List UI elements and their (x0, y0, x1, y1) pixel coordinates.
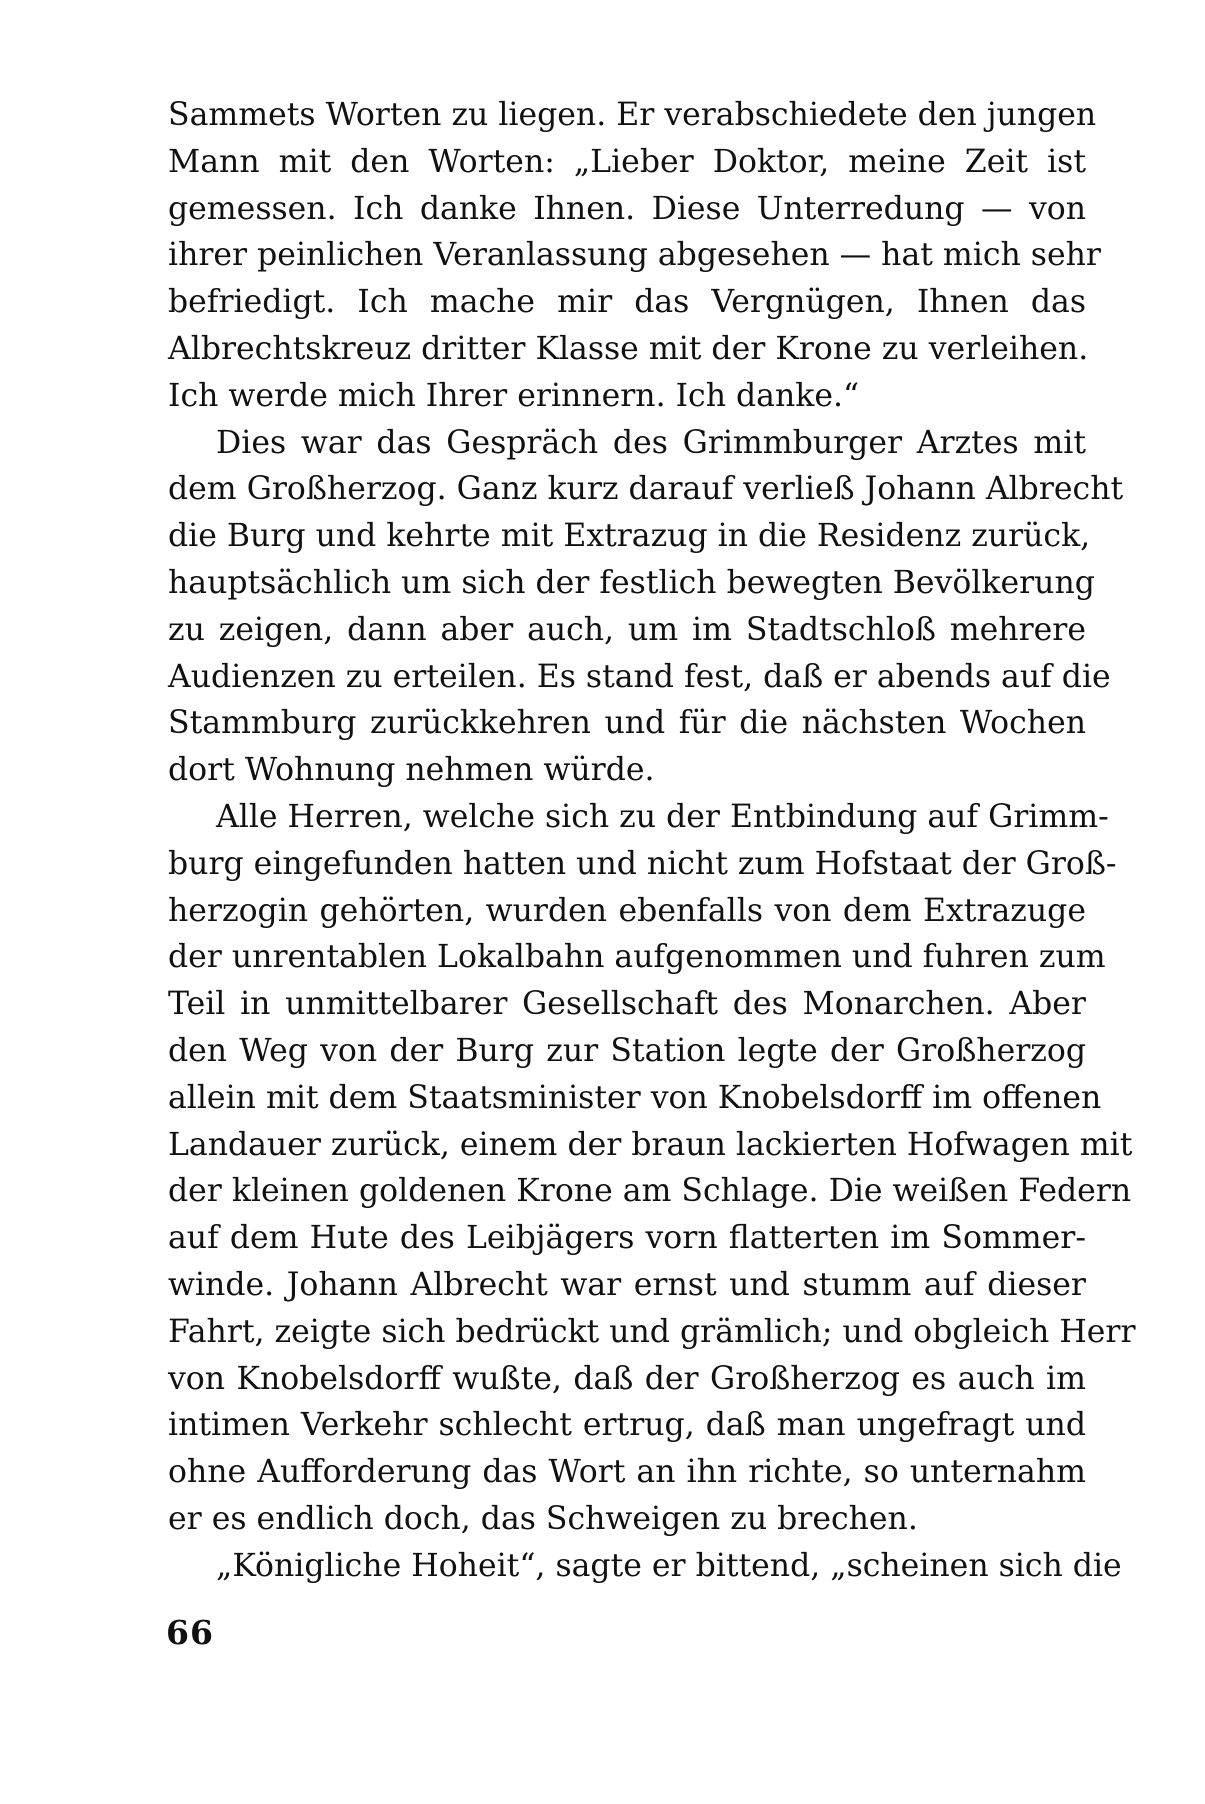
text-line: Ich werde mich Ihrer erinnern. Ich danke.“ (168, 377, 860, 414)
text-line: Alle Herren, welche sich zu der Entbindung auf Grimm- (216, 798, 1109, 835)
text-line: befriedigt. Ich mache mir das Vergnügen, Ihnen das (168, 284, 1086, 321)
text-line: Landauer zurück, einem der braun lackierten Hofwagen mit (168, 1126, 1133, 1163)
page-number: 66 (166, 1613, 214, 1652)
text-line: burg eingefunden hatten und nicht zum Hofstaat der Groß- (168, 845, 1117, 882)
text-line: der unrentablen Lokalbahn aufgenommen und fuhren zum (168, 939, 1106, 976)
text-line: dort Wohnung nehmen würde. (168, 752, 655, 789)
text-line: Albrechtskreuz dritter Klasse mit der Krone zu verleihen. (168, 330, 1089, 367)
text-line: „Königliche Hoheit“, sagte er bittend, „scheinen sich die (216, 1547, 1122, 1584)
text-line: den Weg von der Burg zur Station legte der Großherzog (168, 1032, 1086, 1069)
text-line: ohne Aufforderung das Wort an ihn richte, so unternahm (168, 1454, 1086, 1491)
text-line: herzogin gehörten, wurden ebenfalls von dem Extrazuge (168, 892, 1086, 929)
text-line: intimen Verkehr schlecht ertrug, daß man ungefragt und (168, 1407, 1086, 1444)
text-line: er es endlich doch, das Schweigen zu brechen. (168, 1500, 918, 1537)
text-line: von Knobelsdorff wußte, daß der Großherzog es auch im (168, 1360, 1086, 1397)
text-line: Fahrt, zeigte sich bedrückt und grämlich; und obgleich Herr (168, 1313, 1136, 1350)
text-line: Stammburg zurückkehren und für die nächsten Wochen (168, 705, 1086, 742)
paragraph-4 (168, 1543, 1122, 1590)
text-line: auf dem Hute des Leibjägers vorn flatterten im Sommer- (168, 1220, 1086, 1257)
text-line: Mann mit den Worten: „Lieber Doktor, meine Zeit ist (168, 143, 1086, 180)
paragraph-3 (168, 794, 1136, 1543)
text-line: dem Großherzog. Ganz kurz darauf verließ Johann Albrecht (168, 471, 1124, 508)
paragraph-1 (168, 92, 1101, 420)
text-line: ihrer peinlichen Veranlassung abgesehen — hat mich sehr (168, 237, 1101, 274)
text-line: allein mit dem Staatsminister von Knobelsdorff im offenen (168, 1079, 1102, 1116)
text-line: winde. Johann Albrecht war ernst und stumm auf dieser (168, 1266, 1086, 1303)
body-text (168, 92, 1136, 1590)
text-line: gemessen. Ich danke Ihnen. Diese Unterredung — von (168, 190, 1086, 227)
text-line: Teil in unmittelbarer Gesellschaft des Monarchen. Aber (168, 986, 1086, 1023)
text-line: zu zeigen, dann aber auch, um im Stadtschloß mehrere (168, 611, 1086, 648)
text-line: die Burg und kehrte mit Extrazug in die Residenz zurück, (168, 518, 1091, 555)
text-line: Dies war das Gespräch des Grimmburger Arztes mit (216, 424, 1086, 461)
text-line: Audienzen zu erteilen. Es stand fest, daß er abends auf die (168, 658, 1111, 695)
text-line: hauptsächlich um sich der festlich bewegten Bevölkerung (168, 564, 1095, 601)
paragraph-2 (168, 420, 1124, 794)
text-line: der kleinen goldenen Krone am Schlage. Die weißen Federn (168, 1173, 1132, 1210)
text-line: Sammets Worten zu liegen. Er verabschiedete den jungen (168, 97, 1097, 133)
